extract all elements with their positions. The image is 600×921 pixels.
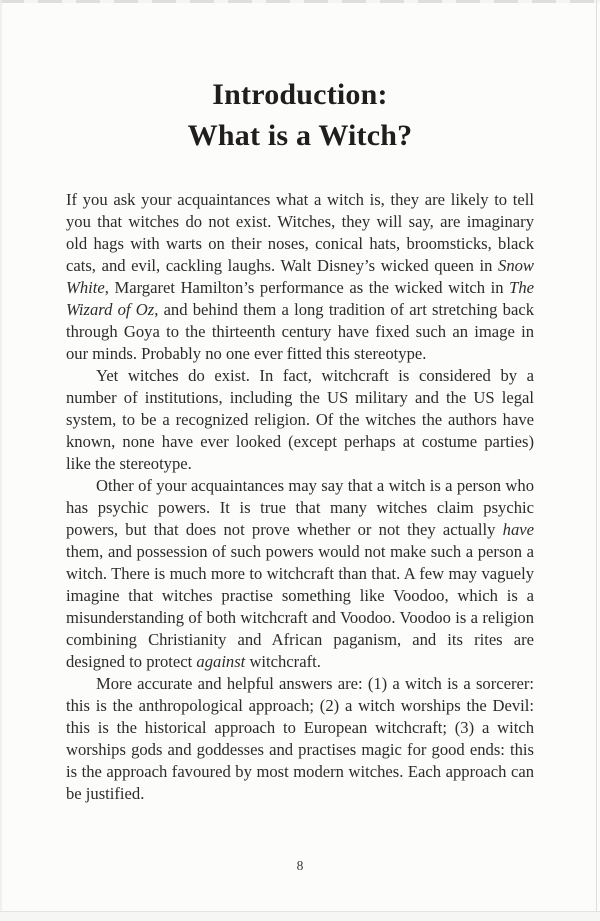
paragraph — [66, 673, 534, 805]
text-run: More accurate and helpful answers are: (1) a witch is a sorcerer: this is the anthropological approach; (2) a witch worships the Devil: this is the historical approach to European witchcraft; (3) a witch worships gods and goddesses and practises magic for good ends: this is the approach favoured by most modern witches. Each approach can be justified. — [66, 674, 534, 803]
text-run: witchcraft. — [245, 652, 321, 671]
italic-run: against — [196, 652, 246, 671]
text-run: , Margaret Hamilton’s performance as the wicked witch in — [104, 278, 510, 297]
text-run: them, and possession of such powers would not make such a person a witch. There is much more to witchcraft than that. A few may vaguely imagine that witches practise something like Voodoo, which is a misunderstanding of both witchcraft and Voodoo. Voodoo is a religion combining Christianity and African paganism, and its rites are designed to protect — [66, 542, 534, 671]
page-number: 8 — [296, 858, 304, 873]
body-text — [66, 189, 534, 805]
scan-edge-bottom-strip — [0, 912, 600, 921]
text-run: If you ask your acquaintances what a witch is, they are likely to tell you that witches do not exist. Witches, they will say, are imaginary old hags with warts on their noses, conical hats, broomsticks, black cats, and evil, cackling laughs. Walt Disney’s wicked queen in — [66, 190, 534, 275]
text-run: Yet witches do exist. In fact, witchcraft is considered by a number of institutions, including the US military and the US legal system, to be a recognized religion. Of the witches the authors have known, none have ever looked (except perhaps at costume parties) like the stereotype. — [66, 366, 534, 473]
paragraph — [66, 475, 534, 673]
text-run: Other of your acquaintances may say that a witch is a person who has psychic powers. It is true that many witches claim psychic powers, but that does not prove whether or not they actually — [66, 476, 534, 539]
paragraph — [66, 365, 534, 475]
paragraph — [66, 189, 534, 365]
italic-run: have — [502, 520, 534, 539]
italic-run: The Wizard of Oz — [66, 278, 534, 319]
chapter-heading — [0, 74, 600, 156]
scan-edge-top — [0, 0, 600, 3]
chapter-heading-line1: Introduction: — [212, 78, 388, 111]
italic-run: Snow White — [66, 256, 534, 297]
text-run: , and behind them a long tradition of art stretching back through Goya to the thirteenth century have fixed such an image in our minds. Probably no one ever fitted this stereotype. — [66, 300, 534, 363]
chapter-heading-line2: What is a Witch? — [187, 119, 413, 152]
